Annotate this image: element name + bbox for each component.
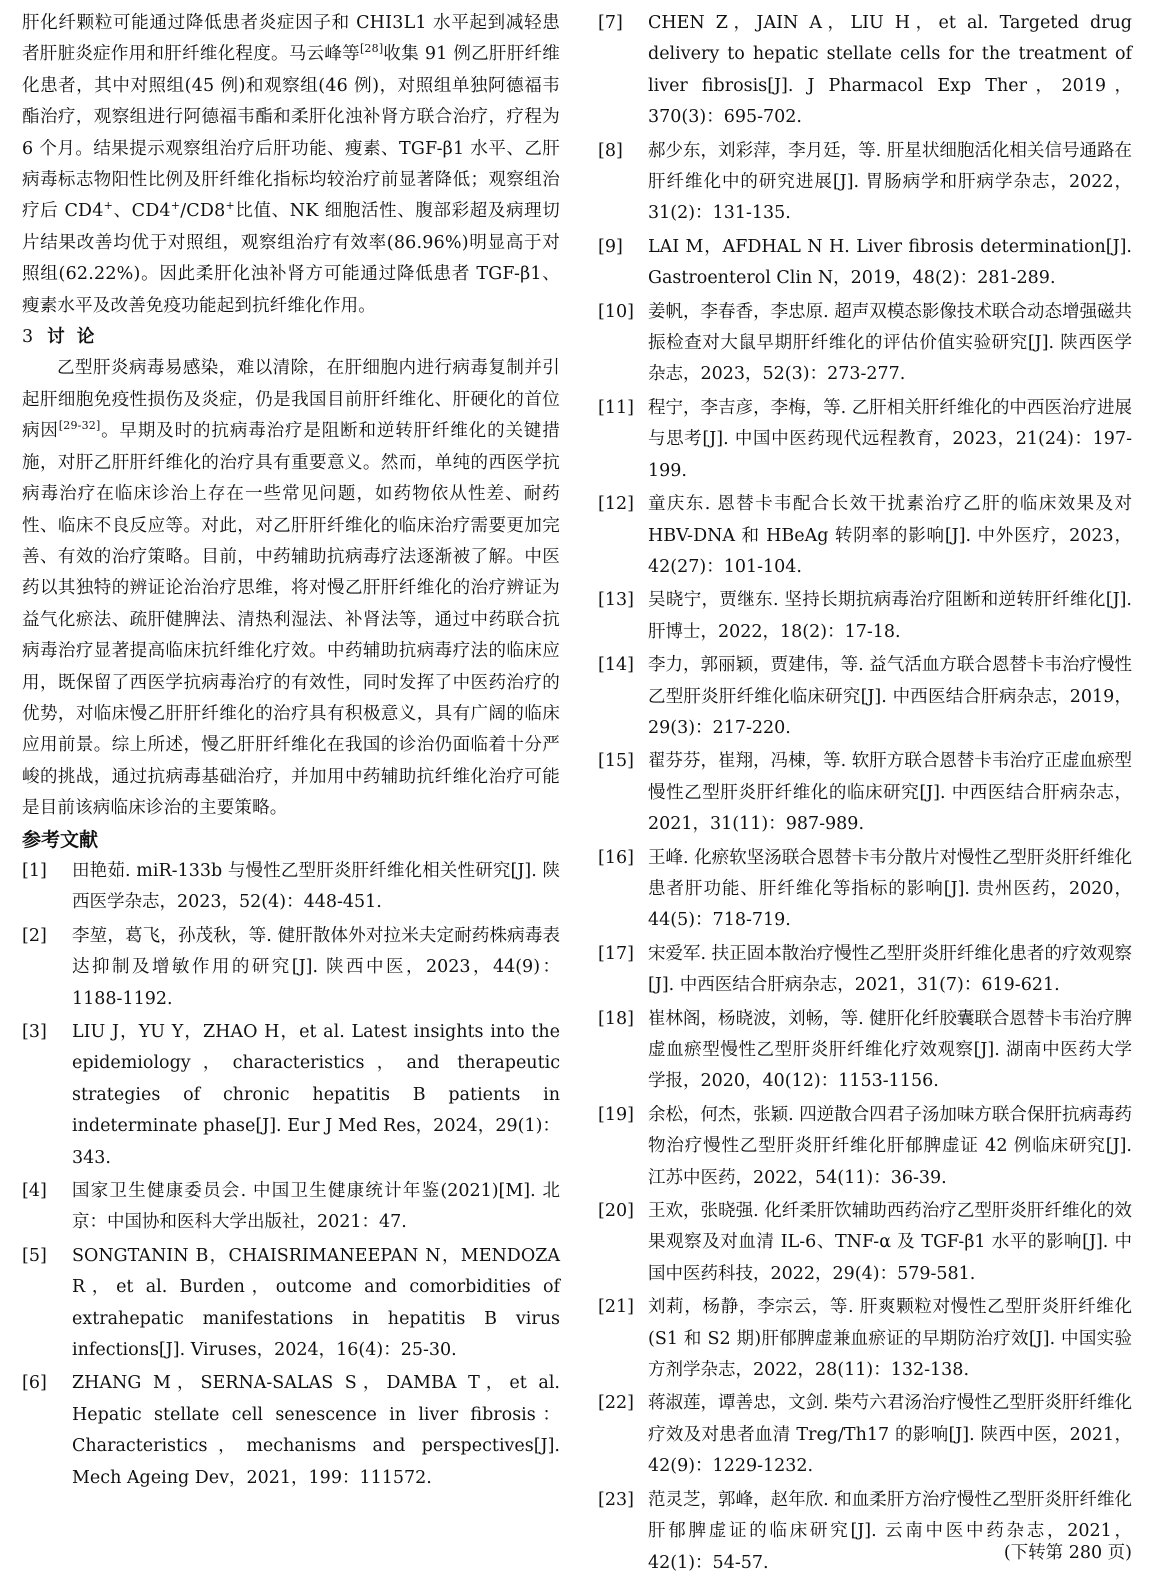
text-span: 、CD4 <box>113 201 171 222</box>
reference-number: [20] <box>598 1201 634 1222</box>
reference-number: [17] <box>598 943 634 964</box>
reference-item <box>598 489 1132 583</box>
text-span: 乙型肝炎病毒易感染，难以清除，在肝细胞内进行病毒复制并引起肝细胞免疫性损伤及炎症，仍是我国目前肝纤维化、肝硬化的首位病因 <box>22 358 560 442</box>
continuation-note: (下转第 280 页) <box>1003 1543 1132 1563</box>
text-span: 。早期及时的抗病毒治疗是阻断和逆转肝纤维化的关键措施，对肝乙肝肝纤维化的治疗具有重要意义。然而，单纯的西医学抗病毒治疗在临床诊治上存在一些常见问题，如药物依从性差、耐药性、临床不良反应等。对此，对乙肝肝纤维化的临床治疗需要更加完善、有效的治疗策略。目前，中药辅助抗病毒疗法逐渐被了解。中医药以其独特的辨证论治治疗思维，将对慢乙肝肝纤维化的治疗辨证为益气化瘀法、疏肝健脾法、清热利湿法、补肾法等，通过中药联合抗病毒治疗显著提高临床抗纤维化疗效。中药辅助抗病毒疗法的临床应用，既保留了西医学抗病毒治疗的有效性，同时发挥了中医药治疗的优势，对临床慢乙肝肝纤维化的治疗具有积极意义，具有广阔的临床应用前景。综上所述，慢乙肝肝纤维化在我国的诊治仍面临着十分严峻的挑战，通过抗病毒基础治疗，并加用中药辅助抗纤维化治疗可能是目前该病临床诊治的主要策略。 <box>22 421 560 819</box>
reference-number: [6] <box>22 1373 47 1394</box>
superscript: + <box>225 199 235 213</box>
reference-text: 吴晓宁，贾继东. 坚持长期抗病毒治疗阻断和逆转肝纤维化[J]. 肝博士，2022，18(2)：17-18. <box>648 590 1132 642</box>
reference-item <box>598 136 1132 230</box>
reference-number: [23] <box>598 1489 634 1510</box>
reference-text: CHEN Z，JAIN A，LIU H，et al. Targeted drug delivery to hepatic stellate cells for the treatment of liver fibrosis[J]. J Pharmacol Exp Ther，2019，370(3)：695-702. <box>648 13 1132 128</box>
reference-item <box>598 393 1132 487</box>
reference-number: [18] <box>598 1008 634 1029</box>
reference-number: [4] <box>22 1181 47 1202</box>
reference-item <box>598 746 1132 840</box>
citation: [28] <box>359 42 384 56</box>
reference-text: LIU J，YU Y，ZHAO H，et al. Latest insights into the epidemiology，characteristics，and therapeutic strategies of chronic hepatitis B patients in indeterminate phase[J]. Eur J Med Res，2024，29(1)：343. <box>72 1022 560 1168</box>
reference-item <box>598 843 1132 937</box>
reference-item <box>598 297 1132 391</box>
reference-number: [7] <box>598 13 623 33</box>
text-span: /CD8 <box>180 201 226 222</box>
reference-text: 李堃，葛飞，孙茂秋，等. 健肝散体外对拉米夫定耐药株病毒表达抑制及增敏作用的研究[J]. 陕西中医，2023，44(9)：1188-1192. <box>72 925 560 1009</box>
text-span: 肝化纤颗粒可能通过降低患者炎症因子和 CHI3L1 水平起到减轻患者肝脏炎症作用和肝纤维化程度。马云峰等 <box>22 13 560 65</box>
reference-text: 姜帆，李春香，李忠原. 超声双模态影像技术联合动态增强磁共振检查对大鼠早期肝纤维化的评估价值实验研究[J]. 陕西医学杂志，2023，52(3)：273-277. <box>648 301 1132 385</box>
reference-number: [21] <box>598 1297 634 1318</box>
reference-item <box>22 1017 560 1174</box>
reference-text: 余松，何杰，张颖. 四逆散合四君子汤加味方联合保肝抗病毒药物治疗慢性乙型肝炎肝纤维化肝郁脾虚证 42 例临床研究[J]. 江苏中医药，2022，54(11)：36-39. <box>648 1104 1132 1188</box>
reference-item <box>598 8 1132 134</box>
reference-number: [8] <box>598 140 623 161</box>
reference-list-left <box>22 856 560 1494</box>
reference-item <box>22 1368 560 1494</box>
paragraph-results <box>22 8 560 322</box>
reference-item <box>598 1292 1132 1386</box>
reference-text: 宋爱军. 扶正固本散治疗慢性乙型肝炎肝纤维化患者的疗效观察[J]. 中西医结合肝病杂志，2021，31(7)：619-621. <box>648 943 1132 996</box>
reference-number: [14] <box>598 655 634 676</box>
reference-item <box>598 1388 1132 1482</box>
citation: [29-32] <box>58 419 101 433</box>
reference-text: 崔林阁，杨晓波，刘畅，等. 健肝化纤胶囊联合恩替卡韦治疗脾虚血瘀型慢性乙型肝炎肝纤维化疗效观察[J]. 湖南中医药大学学报，2020，40(12)：1153-1156. <box>648 1008 1132 1092</box>
left-column <box>22 8 560 1496</box>
reference-number: [15] <box>598 751 634 772</box>
section-number: 3 <box>22 327 34 348</box>
reference-text: 蒋淑莲，谭善忠，文剑. 柴芍六君汤治疗慢性乙型肝炎肝纤维化疗效及对患者血清 Treg/Th17 的影响[J]. 陕西中医，2021，42(9)：1229-1232. <box>648 1393 1132 1477</box>
reference-item <box>22 921 560 1015</box>
text-span: 收集 91 例乙肝肝纤维化患者，其中对照组(45 例)和观察组(46 例)，对照组单独阿德福韦酯治疗，观察组进行阿德福韦酯和柔肝化浊补肾方联合治疗，疗程为 6 个月。结果提示观察组治疗后肝功能、瘦素、TGF-β1 水平、乙肝病毒标志物阳性比例及肝纤维化指标均较治疗前显著降低；观察组治疗后 CD4 <box>22 44 560 222</box>
right-column <box>598 8 1132 1581</box>
paragraph-discussion <box>22 353 560 824</box>
reference-text: 王峰. 化瘀软坚汤联合恩替卡韦分散片对慢性乙型肝炎肝纤维化患者肝功能、肝纤维化等指标的影响[J]. 贵州医药，2020，44(5)：718-719. <box>648 847 1132 931</box>
reference-number: [1] <box>22 860 47 881</box>
reference-item <box>598 650 1132 744</box>
reference-number: [22] <box>598 1393 634 1414</box>
superscript: + <box>170 199 181 213</box>
reference-text: 李力，郭丽颖，贾建伟，等. 益气活血方联合恩替卡韦治疗慢性乙型肝炎肝纤维化临床研究[J]. 中西医结合肝病杂志，2019，29(3)：217-220. <box>648 655 1132 738</box>
reference-item <box>598 1196 1132 1290</box>
reference-number: [11] <box>598 397 634 418</box>
reference-number: [13] <box>598 590 634 611</box>
reference-item <box>598 585 1132 648</box>
reference-text: 程宁，李吉彦，李梅，等. 乙肝相关肝纤维化的中西医治疗进展与思考[J]. 中国中医药现代远程教育，2023，21(24)：197-199. <box>648 397 1132 481</box>
reference-text: 刘莉，杨静，李宗云，等. 肝爽颗粒对慢性乙型肝炎肝纤维化(S1 和 S2 期)肝郁脾虚兼血瘀证的早期防治疗效[J]. 中国实验方剂学杂志，2022，28(11)：132-138. <box>648 1297 1132 1381</box>
reference-number: [3] <box>22 1022 47 1042</box>
reference-text: ZHANG M，SERNA-SALAS S，DAMBA T，et al. Hepatic stellate cell senescence in liver fibrosis：Characteristics，mechanisms and perspectives[J]. Mech Ageing Dev，2021，199：111572. <box>72 1373 560 1488</box>
reference-number: [5] <box>22 1245 47 1266</box>
superscript: + <box>103 199 114 213</box>
reference-number: [10] <box>598 301 634 322</box>
reference-text: 王欢，张晓强. 化纤柔肝饮辅助西药治疗乙型肝炎肝纤维化的效果观察及对血清 IL-6、TNF-α 及 TGF-β1 水平的影响[J]. 中国中医药科技，2022，29(4)：579-581. <box>648 1201 1132 1284</box>
reference-number: [9] <box>598 236 623 257</box>
reference-text: 国家卫生健康委员会. 中国卫生健康统计年鉴(2021)[M]. 北京：中国协和医科大学出版社，2021：47. <box>72 1181 560 1233</box>
reference-item <box>598 1004 1132 1098</box>
reference-item <box>22 856 560 919</box>
reference-text: LAI M，AFDHAL N H. Liver fibrosis determination[J]. Gastroenterol Clin N，2019，48(2)：281-289. <box>648 236 1132 289</box>
reference-number: [2] <box>22 925 47 946</box>
section-title: 讨 论 <box>47 327 95 348</box>
section-heading <box>22 322 560 353</box>
reference-item <box>22 1241 560 1367</box>
reference-number: [19] <box>598 1104 634 1125</box>
reference-list-right <box>598 8 1132 1579</box>
reference-item <box>598 939 1132 1002</box>
reference-text: 田艳茹. miR-133b 与慢性乙型肝炎肝纤维化相关性研究[J]. 陕西医学杂志，2023，52(4)：448-451. <box>72 860 560 913</box>
reference-text: 郝少东，刘彩萍，李月廷，等. 肝星状细胞活化相关信号通路在肝纤维化中的研究进展[J]. 胃肠病学和肝病学杂志，2022，31(2)：131-135. <box>648 140 1132 224</box>
reference-text: 范灵芝，郭峰，赵年欣. 和血柔肝方治疗慢性乙型肝炎肝纤维化肝郁脾虚证的临床研究[J]. 云南中医中药杂志，2021，42(1)：54-57. <box>648 1489 1132 1573</box>
reference-item <box>22 1176 560 1239</box>
reference-text: 翟芬芬，崔翔，冯棟，等. 软肝方联合恩替卡韦治疗正虚血瘀型慢性乙型肝炎肝纤维化的临床研究[J]. 中西医结合肝病杂志，2021，31(11)：987-989. <box>648 751 1132 835</box>
reference-number: [16] <box>598 847 634 868</box>
reference-item <box>598 232 1132 295</box>
references-heading: 参考文献 <box>22 828 99 851</box>
reference-number: [12] <box>598 494 634 515</box>
reference-text: 童庆东. 恩替卡韦配合长效干扰素治疗乙肝的临床效果及对 HBV-DNA 和 HBeAg 转阴率的影响[J]. 中外医疗，2023，42(27)：101-104. <box>648 494 1132 577</box>
text-span: 比值、NK 细胞活性、腹部彩超及病理切片结果改善均优于对照组，观察组治疗有效率(86.96%)明显高于对照组(62.22%)。因此柔肝化浊补肾方可能通过降低患者 TGF-β1、瘦素水平及改善免疫功能起到抗纤维化作用。 <box>22 201 561 316</box>
reference-item <box>598 1100 1132 1194</box>
reference-text: SONGTANIN B，CHAISRIMANEEPAN N，MENDOZA R，et al. Burden，outcome and comorbidities of extrahepatic manifestations in hepatitis B virus infections[J]. Viruses，2024，16(4)：25-30. <box>72 1245 560 1361</box>
